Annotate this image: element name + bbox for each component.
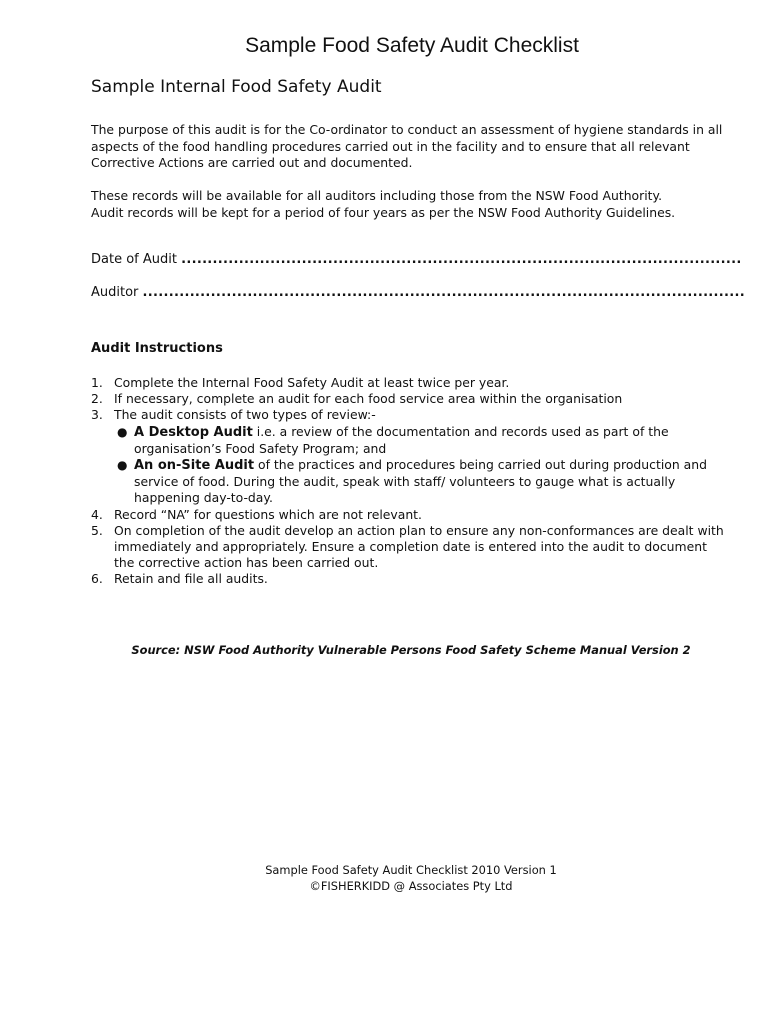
footer-document-line: Sample Food Safety Audit Checklist 2010 Version 1 xyxy=(265,863,557,877)
instruction-item xyxy=(91,391,724,407)
review-type-item xyxy=(114,457,724,507)
records-paragraph xyxy=(91,188,675,221)
auditor-field xyxy=(91,285,745,300)
date-of-audit-label: Date of Audit xyxy=(91,252,177,267)
instruction-text: Record “NA” for questions which are not relevant. xyxy=(114,506,422,522)
instruction-text: The audit consists of two types of review:- xyxy=(114,407,376,423)
bullet-icon: ● xyxy=(117,458,128,473)
review-type-name: A Desktop Audit xyxy=(134,424,253,440)
document-subtitle: Sample Internal Food Safety Audit xyxy=(91,77,382,97)
date-of-audit-blank: ........................................................................................................... xyxy=(181,252,742,267)
review-type-description: i.e. a review of the documentation and records used as part of the xyxy=(252,423,669,439)
instruction-number: 2. xyxy=(91,391,103,407)
instruction-item xyxy=(91,523,724,572)
review-type-text xyxy=(134,424,724,441)
document-title: Sample Food Safety Audit Checklist xyxy=(245,34,579,57)
instruction-text: On completion of the audit develop an action plan to ensure any non-conformances are dealt with xyxy=(114,522,724,538)
purpose-line: Corrective Actions are carried out and documented. xyxy=(91,155,413,170)
review-type-text xyxy=(134,457,724,474)
instruction-text: Complete the Internal Food Safety Audit at least twice per year. xyxy=(114,375,510,390)
date-of-audit-field xyxy=(91,252,742,267)
review-type-description: service of food. During the audit, speak with staff/ volunteers to gauge what is actually xyxy=(134,474,676,490)
audit-instructions-heading: Audit Instructions xyxy=(91,341,223,356)
review-type-description: of the practices and procedures being carried out during production and xyxy=(254,457,707,473)
instruction-text: If necessary, complete an audit for each food service area within the organisation xyxy=(114,391,623,407)
footer-copyright-line: ©FISHERKIDD @ Associates Pty Ltd xyxy=(309,879,513,893)
review-types-list xyxy=(114,424,724,507)
instruction-item xyxy=(91,507,724,523)
purpose-line: The purpose of this audit is for the Co-ordinator to conduct an assessment of hygiene standards in all xyxy=(91,122,723,137)
records-line: Audit records will be kept for a period of four years as per the NSW Food Authority Guidelines. xyxy=(91,204,676,220)
instruction-number: 3. xyxy=(91,407,103,423)
auditor-label: Auditor xyxy=(91,285,139,300)
instruction-text: the corrective action has been carried out. xyxy=(114,555,379,571)
instruction-item xyxy=(91,571,724,587)
review-type-description: organisation’s Food Safety Program; and xyxy=(134,440,387,456)
instruction-number: 4. xyxy=(91,506,103,522)
instruction-text: Retain and file all audits. xyxy=(114,571,268,587)
purpose-paragraph xyxy=(91,122,722,172)
purpose-line: aspects of the food handling procedures carried out in the facility and to ensure that all relevant xyxy=(91,138,690,154)
review-type-description: happening day-to-day. xyxy=(134,490,273,506)
instruction-number: 1. xyxy=(91,375,103,390)
instruction-text: immediately and appropriately. Ensure a completion date is entered into the audit to document xyxy=(114,539,707,555)
review-type-item xyxy=(114,424,724,457)
page-footer xyxy=(0,862,768,894)
auditor-blank: ................................................................................................................... xyxy=(142,285,745,300)
instruction-item xyxy=(91,375,724,391)
records-line: These records will be available for all auditors including those from the NSW Food Authority. xyxy=(91,188,663,203)
source-citation: Source: NSW Food Authority Vulnerable Persons Food Safety Scheme Manual Version 2 xyxy=(131,643,691,657)
instruction-number: 5. xyxy=(91,522,103,538)
instruction-number: 6. xyxy=(91,571,103,587)
audit-instructions-list xyxy=(91,375,724,588)
bullet-icon: ● xyxy=(117,424,128,439)
instruction-item xyxy=(91,407,724,506)
review-type-name: An on-Site Audit xyxy=(134,458,255,474)
